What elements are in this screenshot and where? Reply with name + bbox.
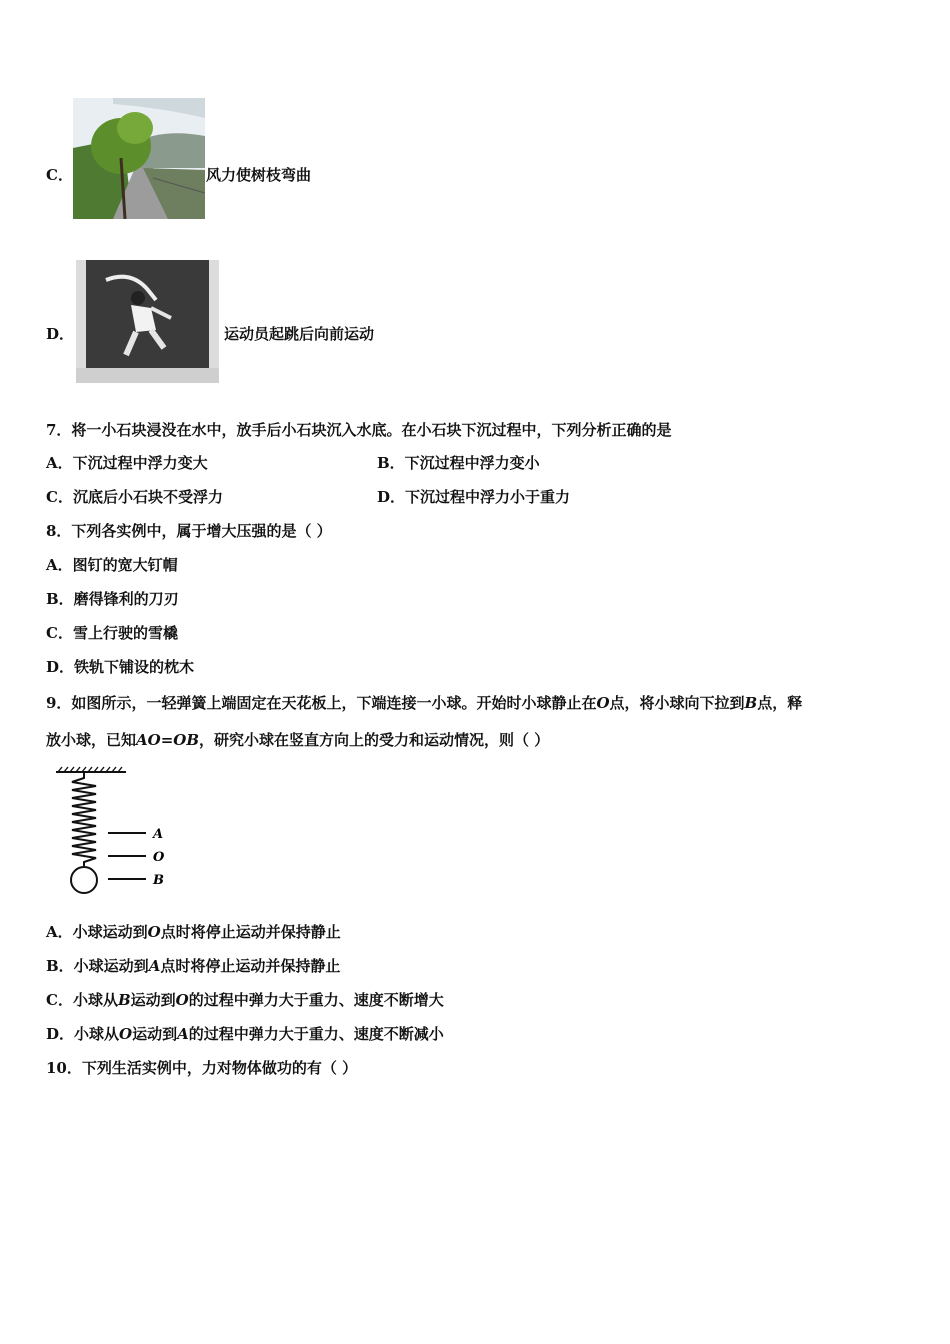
option-c-text: 风力使树枝弯曲 — [206, 166, 312, 184]
long-jump-photo — [76, 260, 219, 383]
q10-stem: 10．下列生活实例中，力对物体做功的有（ ） — [46, 1059, 358, 1077]
label-o: O — [153, 850, 165, 865]
q8-stem: 8．下列各实例中，属于增大压强的是（ ） — [46, 522, 332, 540]
option-d-text: 运动员起跳后向前运动 — [224, 325, 375, 343]
q7-stem: 7．将一小石块浸没在水中，放手后小石块沉入水底。在小石块下沉过程中，下列分析正确的是 — [46, 421, 672, 439]
q7-option-b: B．下沉过程中浮力变小 — [377, 454, 540, 472]
q8-option-a: A．图钉的宽大钉帽 — [46, 556, 178, 574]
q9-option-d: D．小球从O运动到A的过程中弹力大于重力、速度不断减小 — [46, 1025, 444, 1043]
q7-option-d: D．下沉过程中浮力小于重力 — [377, 488, 571, 506]
q7-option-c: C．沉底后小石块不受浮力 — [46, 488, 223, 506]
tree-wind-image — [73, 98, 205, 219]
label-b: B — [153, 873, 164, 888]
q9-option-b: B．小球运动到A点时将停止运动并保持静止 — [46, 957, 341, 975]
q8-option-b: B．磨得锋利的刀刃 — [46, 590, 179, 608]
ball — [71, 867, 97, 893]
spring-ball-diagram — [50, 766, 170, 898]
q8-option-c: C．雪上行驶的雪橇 — [46, 624, 178, 642]
q8-option-d: D．铁轨下铺设的枕木 — [46, 658, 195, 676]
option-d-label: D． — [46, 325, 75, 343]
q9-stem-line2: 放小球，已知AO=OB，研究小球在竖直方向上的受力和运动情况，则（ ） — [46, 731, 550, 749]
q9-option-c: C．小球从B运动到O的过程中弹力大于重力、速度不断增大 — [46, 991, 444, 1009]
q9-stem-line1: 9．如图所示，一轻弹簧上端固定在天花板上，下端连接一小球。开始时小球静止在O点，将小球向下拉到B点，释 — [46, 694, 803, 712]
spring-coil — [72, 772, 96, 866]
option-c-label: C． — [46, 166, 73, 184]
long-jump-image — [76, 260, 219, 383]
tree-wind-photo — [73, 98, 205, 219]
q7-option-a: A．下沉过程中浮力变大 — [46, 454, 208, 472]
label-a: A — [153, 827, 164, 842]
q9-option-a: A．小球运动到O点时将停止运动并保持静止 — [46, 923, 341, 941]
